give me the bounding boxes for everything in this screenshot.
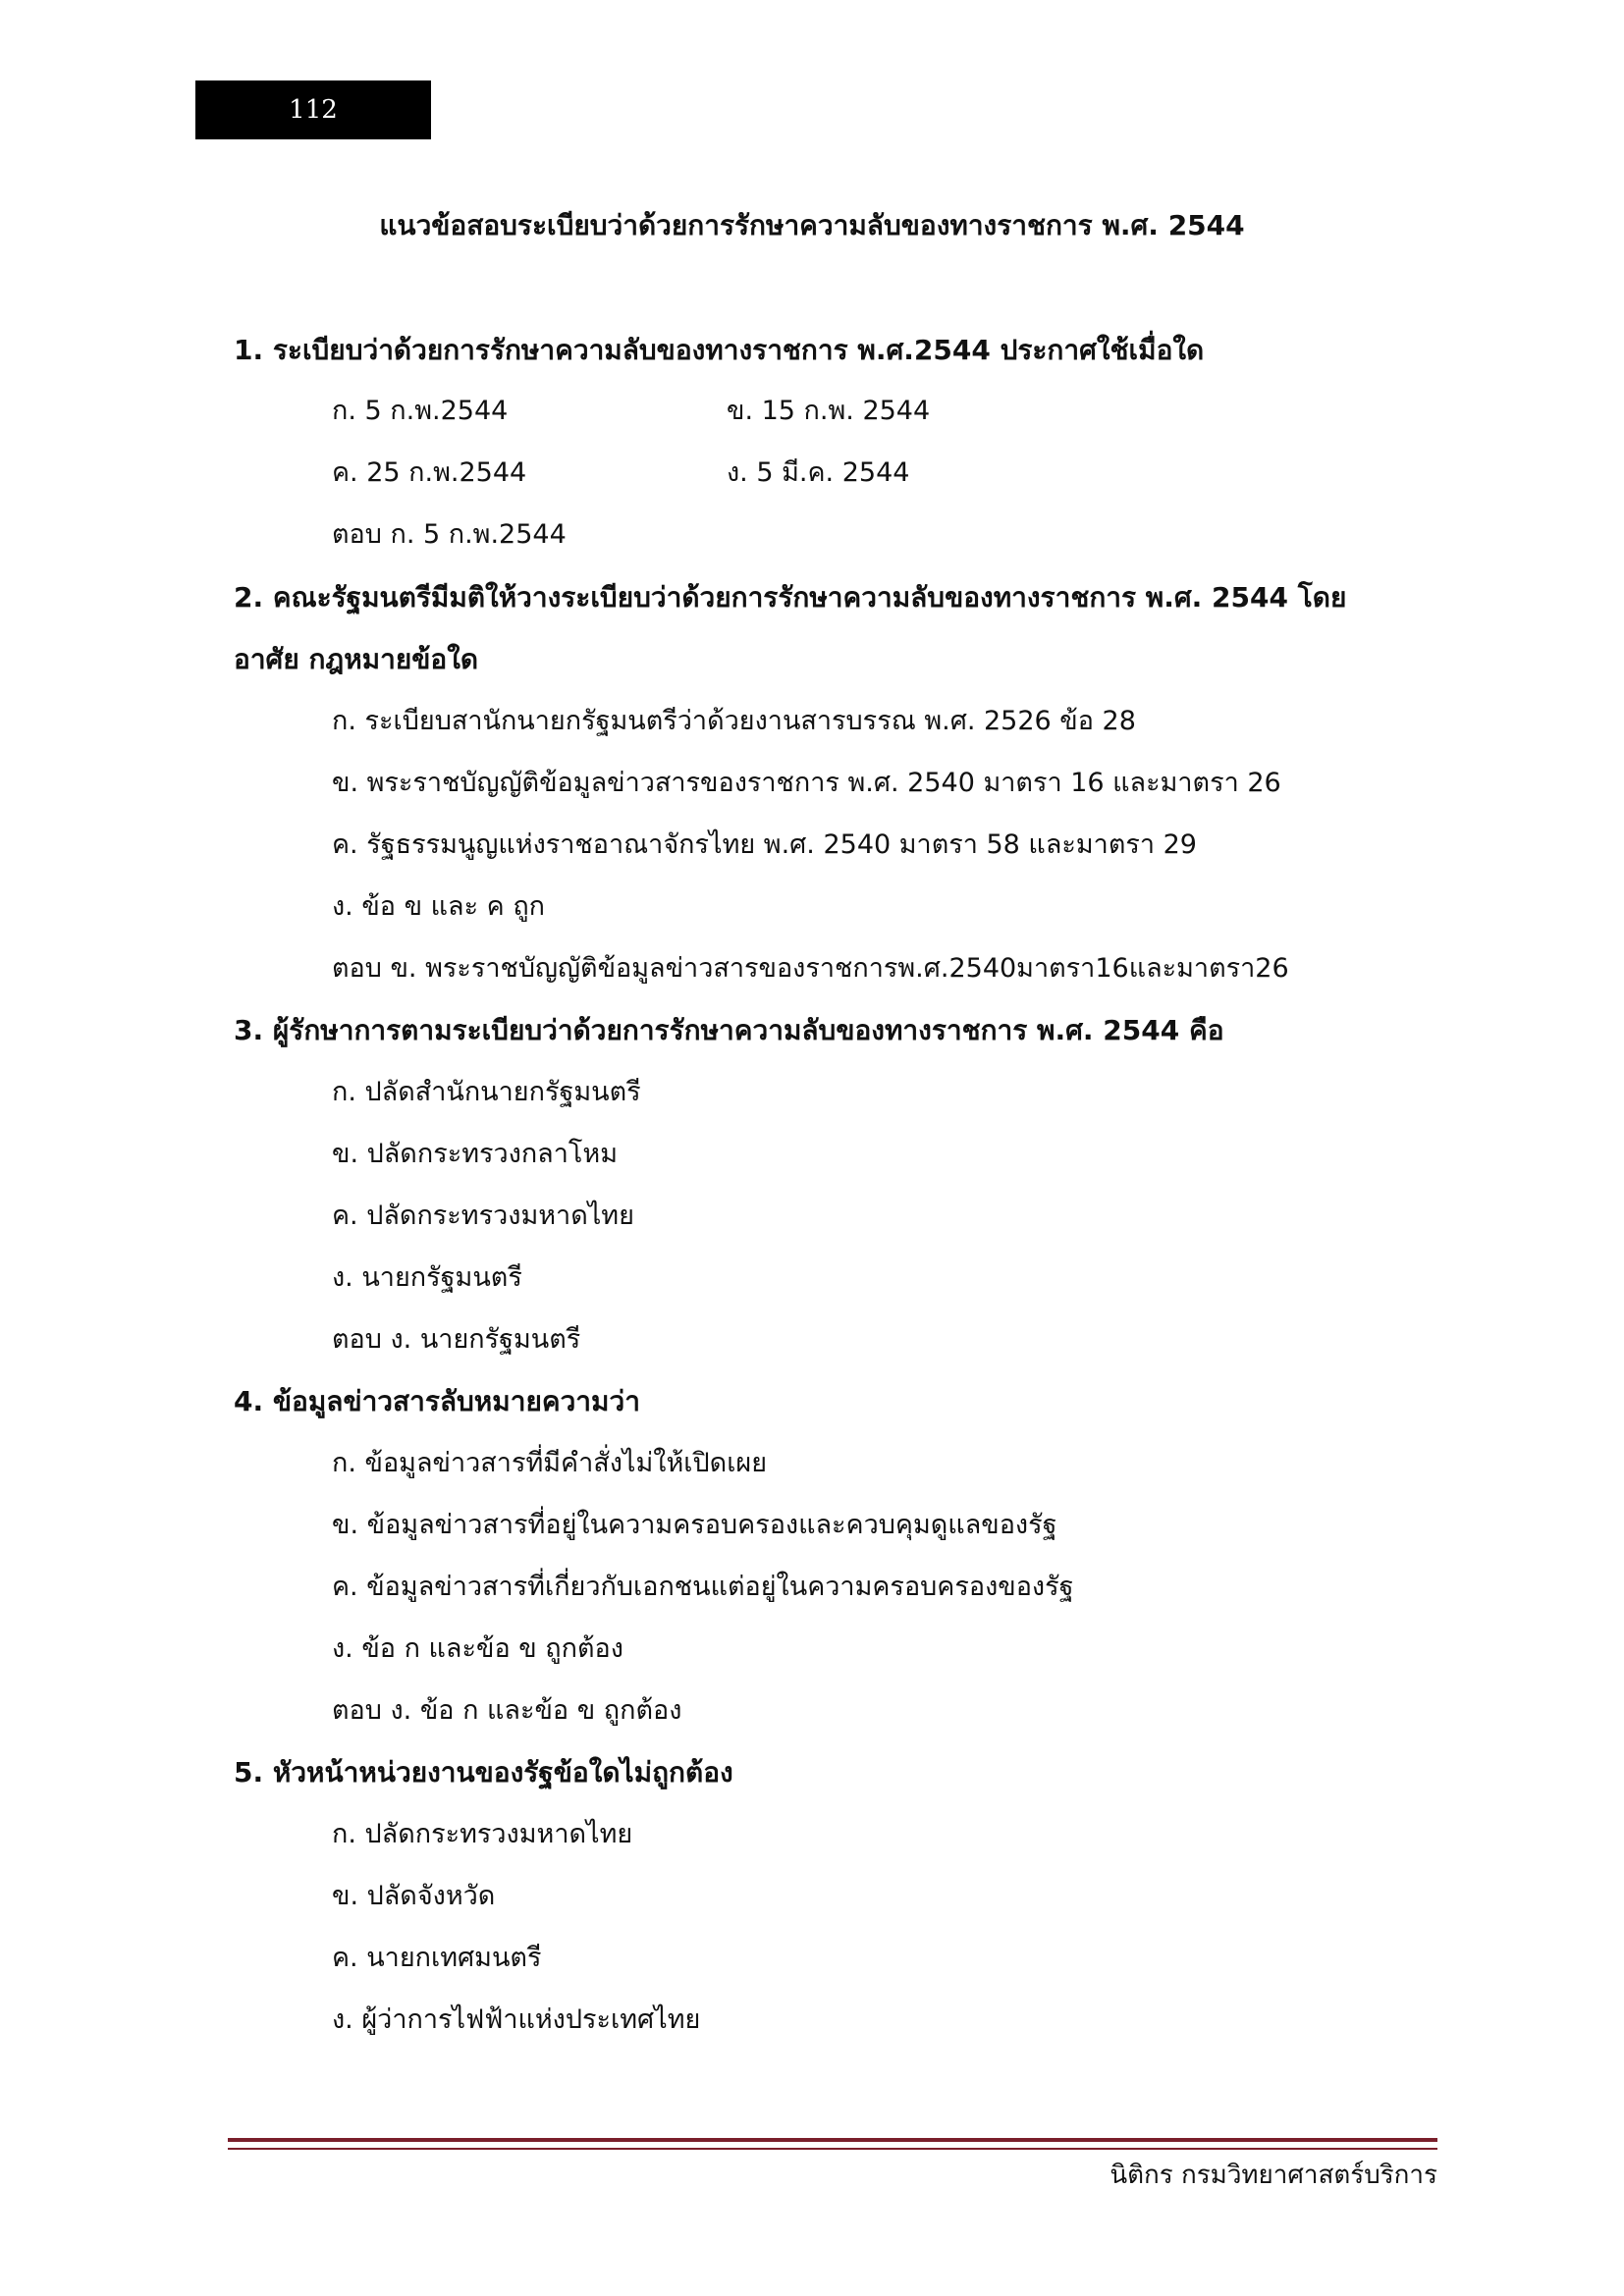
q1-option-d: ง. 5 มี.ค. 2544 [727, 457, 910, 488]
q4-answer: ตอบ ง. ข้อ ก และข้อ ข ถูกต้อง [332, 1695, 682, 1726]
q5-option-b: ข. ปลัดจังหวัด [332, 1881, 496, 1911]
q1-answer: ตอบ ก. 5 ก.พ.2544 [332, 519, 567, 550]
question-3: 3. ผู้รักษาการตามระเบียบว่าด้วยการรักษาความลับของทางราชการ พ.ศ. 2544 คือ [234, 1014, 1224, 1046]
q3-answer: ตอบ ง. นายกรัฐมนตรี [332, 1324, 581, 1355]
footer-text: นิติกร กรมวิทยาศาสตร์บริการ [1110, 2161, 1437, 2190]
q3-option-c: ค. ปลัดกระทรวงมหาดไทย [332, 1201, 634, 1231]
question-1: 1. ระเบียบว่าด้วยการรักษาความลับของทางราชการ พ.ศ.2544 ประกาศใช้เมื่อใด [234, 334, 1205, 366]
q2-answer: ตอบ ข. พระราชบัญญัติข้อมูลข่าวสารของราชการพ.ศ.2540มาตรา16และมาตรา26 [332, 953, 1289, 984]
page-number: 112 [195, 80, 431, 139]
q3-option-a: ก. ปลัดสำนักนายกรัฐมนตรี [332, 1077, 641, 1107]
q4-option-a: ก. ข้อมูลข่าวสารที่มีคำสั่งไม่ให้เปิดเผย [332, 1448, 768, 1478]
q4-option-c: ค. ข้อมูลข่าวสารที่เกี่ยวกับเอกชนแต่อยู่ในความครอบครองของรัฐ [332, 1572, 1074, 1602]
q2-option-c: ค. รัฐธรรมนูญแห่งราชอาณาจักรไทย พ.ศ. 2540 มาตรา 58 และมาตรา 29 [332, 829, 1197, 860]
q1-option-c: ค. 25 ก.พ.2544 [332, 457, 527, 488]
q4-option-b: ข. ข้อมูลข่าวสารที่อยู่ในความครอบครองและควบคุมดูแลของรัฐ [332, 1510, 1057, 1540]
q5-option-c: ค. นายกเทศมนตรี [332, 1943, 542, 1973]
q2-option-a: ก. ระเบียบสานักนายกรัฐมนตรีว่าด้วยงานสารบรรณ พ.ศ. 2526 ข้อ 28 [332, 706, 1136, 736]
question-4: 4. ข้อมูลข่าวสารลับหมายความว่า [234, 1385, 640, 1417]
q1-option-a: ก. 5 ก.พ.2544 [332, 396, 509, 426]
question-2: 2. คณะรัฐมนตรีมีมติให้วางระเบียบว่าด้วยการรักษาความลับของทางราชการ พ.ศ. 2544 โดยอาศัย กฎหมายข้อใด [234, 581, 1347, 675]
q2-option-b: ข. พระราชบัญญัติข้อมูลข่าวสารของราชการ พ.ศ. 2540 มาตรา 16 และมาตรา 26 [332, 768, 1281, 798]
footer-divider [228, 2138, 1437, 2150]
q5-option-a: ก. ปลัดกระทรวงมหาดไทย [332, 1819, 633, 1849]
q3-option-d: ง. นายกรัฐมนตรี [332, 1262, 522, 1293]
q1-option-b: ข. 15 ก.พ. 2544 [727, 396, 931, 426]
q4-option-d: ง. ข้อ ก และข้อ ข ถูกต้อง [332, 1633, 623, 1664]
question-5: 5. หัวหน้าหน่วยงานของรัฐข้อใดไม่ถูกต้อง [234, 1756, 733, 1789]
q2-option-d: ง. ข้อ ข และ ค ถูก [332, 891, 546, 922]
page-title: แนวข้อสอบระเบียบว่าด้วยการรักษาความลับของทางราชการ พ.ศ. 2544 [379, 209, 1245, 241]
q5-option-d: ง. ผู้ว่าการไฟฟ้าแห่งประเทศไทย [332, 2004, 701, 2035]
q3-option-b: ข. ปลัดกระทรวงกลาโหม [332, 1139, 618, 1169]
